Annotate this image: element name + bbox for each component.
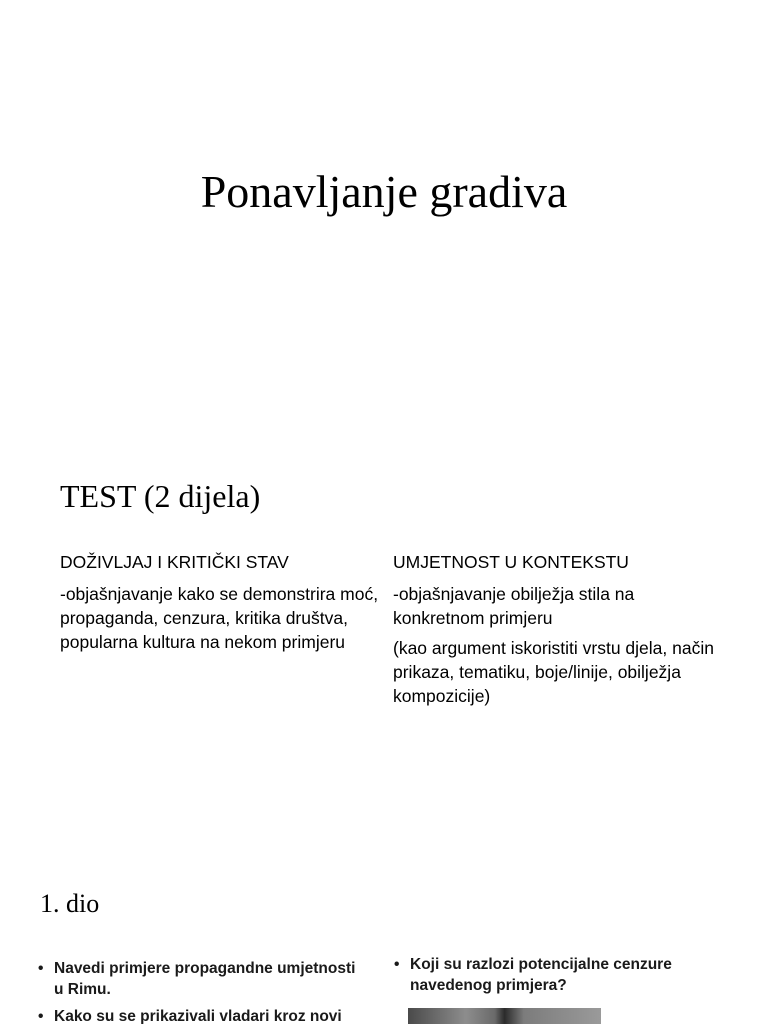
right-question-list: [394, 954, 724, 1002]
test-heading: TEST (2 dijela): [60, 478, 261, 514]
question-text: Koji su razlozi potencijalne cenzure navedenog primjera?: [410, 956, 672, 994]
right-column-title: UMJETNOST U KONTEKSTU: [393, 552, 629, 572]
bullet-icon: •: [38, 960, 44, 977]
list-item: [38, 958, 358, 1000]
title-slide: [0, 0, 768, 432]
test-part-left-column: [60, 550, 390, 660]
right-column-description: -objašnjavanje obilježja stila na konkretnom primjeru: [393, 584, 635, 628]
test-overview-slide: [0, 432, 768, 864]
left-column-description: -objašnjavanje kako se demonstrira moć, propaganda, cenzura, kritika društva, popularna kultura na nekom primjeru: [60, 584, 379, 652]
right-column-note: (kao argument iskoristiti vrstu djela, način prikaza, tematiku, boje/linije, obilježja kompozicije): [393, 638, 714, 706]
left-column-title: DOŽIVLJAJ I KRITIČKI STAV: [60, 552, 289, 572]
question-text: Kako su se prikazivali vladari kroz novi: [54, 1008, 342, 1024]
left-question-list: [38, 958, 358, 1024]
list-item: [38, 1006, 358, 1024]
presentation-title: Ponavljanje gradiva: [200, 166, 568, 217]
artwork-image: [408, 1008, 601, 1024]
bullet-icon: •: [38, 1008, 44, 1024]
test-part-right-column: [393, 550, 723, 714]
part-one-slide: [0, 864, 768, 1024]
part-one-heading: 1. dio: [40, 889, 100, 918]
list-item: [394, 954, 724, 996]
bullet-icon: •: [394, 956, 400, 973]
question-text: Navedi primjere propagandne umjetnosti u Rimu.: [54, 960, 356, 998]
